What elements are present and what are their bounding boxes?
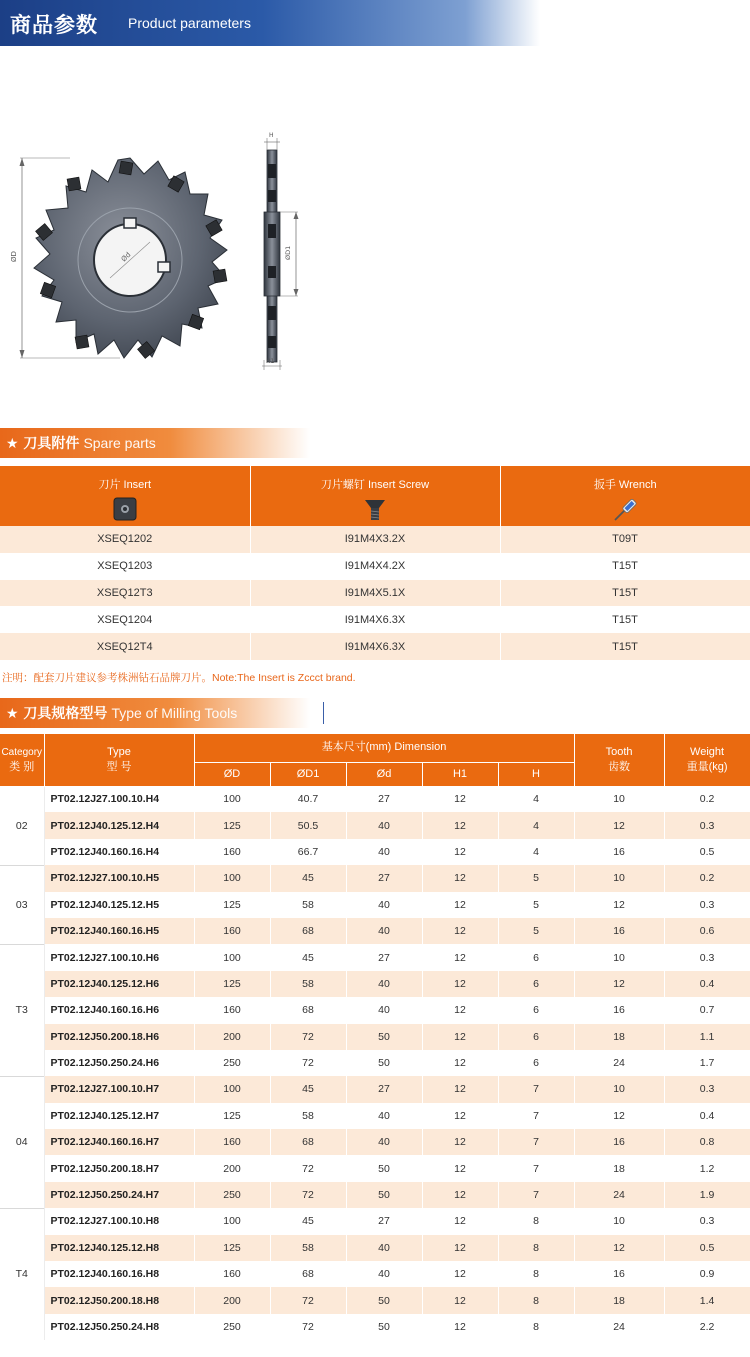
type-model: PT02.12J50.250.24.H8 bbox=[44, 1314, 194, 1340]
label-H: H bbox=[269, 132, 274, 139]
insert-screw-model: I91M4X5.1X bbox=[250, 580, 500, 607]
weight: 0.5 bbox=[664, 1235, 750, 1261]
dim-H: 8 bbox=[498, 1287, 574, 1313]
type-model: PT02.12J50.200.18.H6 bbox=[44, 1024, 194, 1050]
dim-H: 7 bbox=[498, 1182, 574, 1208]
type-model: PT02.12J40.160.16.H8 bbox=[44, 1261, 194, 1287]
spare-parts-section-bar bbox=[0, 428, 310, 458]
dim-H: 7 bbox=[498, 1129, 574, 1155]
dim-D: 200 bbox=[194, 1287, 270, 1313]
table-row bbox=[0, 839, 750, 865]
dim-H: 5 bbox=[498, 892, 574, 918]
dim-H1: 12 bbox=[422, 786, 498, 812]
type-model: PT02.12J40.125.12.H7 bbox=[44, 1103, 194, 1129]
dim-D1: 45 bbox=[270, 1076, 346, 1102]
category-cell: 03 bbox=[0, 865, 44, 944]
tooth-count: 12 bbox=[574, 971, 664, 997]
milling-tools-table bbox=[0, 734, 750, 1340]
type-header-cn: 型 号 bbox=[106, 760, 132, 773]
insert-screw-header-label: 刀片螺钉 Insert Screw bbox=[320, 479, 430, 491]
cutter-drawing bbox=[0, 120, 330, 380]
category-cell: T3 bbox=[0, 944, 44, 1076]
weight: 0.2 bbox=[664, 786, 750, 812]
type-model: PT02.12J27.100.10.H8 bbox=[44, 1208, 194, 1234]
dim-H: 5 bbox=[498, 865, 574, 891]
insert-model: XSEQ1204 bbox=[0, 606, 250, 633]
wrench-icon bbox=[612, 496, 638, 522]
spare-parts-row bbox=[0, 633, 750, 660]
table-row bbox=[0, 971, 750, 997]
table-row bbox=[0, 1050, 750, 1076]
dim-d: 27 bbox=[346, 944, 422, 970]
dim-H: 6 bbox=[498, 971, 574, 997]
dim-D: 160 bbox=[194, 1129, 270, 1155]
dim-D: 100 bbox=[194, 1076, 270, 1102]
wrench-model: T15T bbox=[500, 553, 750, 580]
dim-d: 50 bbox=[346, 1050, 422, 1076]
dim-D: 160 bbox=[194, 1261, 270, 1287]
wrench-model: T15T bbox=[500, 633, 750, 660]
dim-D1: 72 bbox=[270, 1155, 346, 1181]
tooth-count: 10 bbox=[574, 865, 664, 891]
table-row bbox=[0, 892, 750, 918]
type-model: PT02.12J40.125.12.H8 bbox=[44, 1235, 194, 1261]
label-H1: H1 bbox=[266, 358, 275, 365]
table-row bbox=[0, 997, 750, 1023]
wrench-model: T15T bbox=[500, 606, 750, 633]
weight: 0.4 bbox=[664, 1103, 750, 1129]
type-header bbox=[44, 734, 194, 786]
dim-d: 40 bbox=[346, 997, 422, 1023]
weight: 0.2 bbox=[664, 865, 750, 891]
weight: 0.3 bbox=[664, 944, 750, 970]
weight: 1.7 bbox=[664, 1050, 750, 1076]
weight-header bbox=[664, 734, 750, 786]
dim-d: 27 bbox=[346, 865, 422, 891]
table-row bbox=[0, 1103, 750, 1129]
cutter-drawing-svg bbox=[0, 120, 330, 380]
table-row bbox=[0, 865, 750, 891]
insert-model: XSEQ12T4 bbox=[0, 633, 250, 660]
dim-H: 6 bbox=[498, 1050, 574, 1076]
category-header bbox=[0, 734, 44, 786]
dim-D: 200 bbox=[194, 1155, 270, 1181]
weight: 0.3 bbox=[664, 1076, 750, 1102]
insert-header-label: 刀片 Insert bbox=[98, 479, 152, 491]
table-row bbox=[0, 1182, 750, 1208]
dim-d: 40 bbox=[346, 1235, 422, 1261]
dim-H1: 12 bbox=[422, 971, 498, 997]
dim-H1: 12 bbox=[422, 1287, 498, 1313]
tooth-count: 24 bbox=[574, 1314, 664, 1340]
dim-H: 7 bbox=[498, 1155, 574, 1181]
dim-D: 160 bbox=[194, 918, 270, 944]
dim-H1: 12 bbox=[422, 1050, 498, 1076]
table-row bbox=[0, 1129, 750, 1155]
dim-H1-header: H1 bbox=[422, 762, 498, 786]
insert-screw-model: I91M4X6.3X bbox=[250, 633, 500, 660]
tooth-count: 16 bbox=[574, 839, 664, 865]
type-model: PT02.12J40.160.16.H7 bbox=[44, 1129, 194, 1155]
dim-H1: 12 bbox=[422, 1208, 498, 1234]
dim-D1: 72 bbox=[270, 1024, 346, 1050]
table-row bbox=[0, 1287, 750, 1313]
dim-H1: 12 bbox=[422, 892, 498, 918]
dim-d: 50 bbox=[346, 1287, 422, 1313]
dim-D1: 50.5 bbox=[270, 812, 346, 838]
dim-d: 40 bbox=[346, 812, 422, 838]
table-row bbox=[0, 1155, 750, 1181]
weight-header-en: Weight bbox=[690, 745, 725, 758]
dim-D: 250 bbox=[194, 1050, 270, 1076]
dim-H: 6 bbox=[498, 1024, 574, 1050]
dim-D1: 66.7 bbox=[270, 839, 346, 865]
dim-H: 8 bbox=[498, 1235, 574, 1261]
page-title: 商品参数 bbox=[10, 13, 98, 37]
dim-d: 27 bbox=[346, 786, 422, 812]
milling-tools-title bbox=[6, 703, 237, 723]
dim-H1: 12 bbox=[422, 1024, 498, 1050]
dim-D1: 72 bbox=[270, 1050, 346, 1076]
dim-d: 27 bbox=[346, 1076, 422, 1102]
dim-D: 125 bbox=[194, 971, 270, 997]
dim-D: 100 bbox=[194, 1208, 270, 1234]
category-cell: T4 bbox=[0, 1208, 44, 1340]
insert-header bbox=[0, 466, 250, 526]
type-model: PT02.12J50.200.18.H7 bbox=[44, 1155, 194, 1181]
weight: 0.6 bbox=[664, 918, 750, 944]
spare-parts-table bbox=[0, 466, 750, 660]
divider-mark bbox=[323, 702, 324, 724]
wrench-model: T15T bbox=[500, 580, 750, 607]
insert-model: XSEQ12T3 bbox=[0, 580, 250, 607]
type-header-en: Type bbox=[107, 745, 131, 758]
dim-H: 6 bbox=[498, 944, 574, 970]
type-model: PT02.12J40.125.12.H4 bbox=[44, 812, 194, 838]
dim-H1: 12 bbox=[422, 1261, 498, 1287]
milling-tools-title-en: Type of Milling Tools bbox=[111, 705, 238, 721]
dim-D: 125 bbox=[194, 892, 270, 918]
tooth-count: 16 bbox=[574, 1261, 664, 1287]
dim-d: 40 bbox=[346, 1129, 422, 1155]
weight: 0.7 bbox=[664, 997, 750, 1023]
dim-d: 50 bbox=[346, 1314, 422, 1340]
dim-D: 160 bbox=[194, 997, 270, 1023]
milling-header-row-1 bbox=[0, 734, 750, 762]
dim-D1: 58 bbox=[270, 892, 346, 918]
dim-d: 40 bbox=[346, 892, 422, 918]
dim-H1: 12 bbox=[422, 865, 498, 891]
dim-H1: 12 bbox=[422, 1076, 498, 1102]
dim-H: 5 bbox=[498, 918, 574, 944]
insert-icon bbox=[112, 496, 138, 522]
dim-D1: 58 bbox=[270, 1103, 346, 1129]
weight: 0.4 bbox=[664, 971, 750, 997]
tooth-count: 12 bbox=[574, 1103, 664, 1129]
dim-H-header: H bbox=[498, 762, 574, 786]
dim-H1: 12 bbox=[422, 944, 498, 970]
dim-H1: 12 bbox=[422, 839, 498, 865]
tooth-count: 18 bbox=[574, 1024, 664, 1050]
dim-d: 27 bbox=[346, 1208, 422, 1234]
dim-D-header: ØD bbox=[194, 762, 270, 786]
dim-d: 40 bbox=[346, 971, 422, 997]
tooth-count: 12 bbox=[574, 812, 664, 838]
type-model: PT02.12J27.100.10.H5 bbox=[44, 865, 194, 891]
tooth-count: 18 bbox=[574, 1155, 664, 1181]
tooth-count: 10 bbox=[574, 944, 664, 970]
type-model: PT02.12J27.100.10.H6 bbox=[44, 944, 194, 970]
dim-H1: 12 bbox=[422, 997, 498, 1023]
dim-d: 40 bbox=[346, 918, 422, 944]
weight-header-cn: 重量(kg) bbox=[686, 760, 728, 773]
tooth-header bbox=[574, 734, 664, 786]
dim-D1: 58 bbox=[270, 1235, 346, 1261]
spare-parts-row bbox=[0, 553, 750, 580]
tooth-count: 18 bbox=[574, 1287, 664, 1313]
label-D: ØD bbox=[10, 251, 18, 262]
dim-d: 40 bbox=[346, 1261, 422, 1287]
spare-parts-title-cn: ★ 刀具附件 bbox=[6, 436, 80, 452]
dim-D: 125 bbox=[194, 812, 270, 838]
weight: 0.8 bbox=[664, 1129, 750, 1155]
wrench-model: T09T bbox=[500, 526, 750, 553]
dim-H1: 12 bbox=[422, 1235, 498, 1261]
weight: 1.4 bbox=[664, 1287, 750, 1313]
tooth-count: 24 bbox=[574, 1182, 664, 1208]
spare-parts-title bbox=[6, 433, 156, 453]
type-model: PT02.12J27.100.10.H7 bbox=[44, 1076, 194, 1102]
insert-screw-model: I91M4X4.2X bbox=[250, 553, 500, 580]
dim-H1: 12 bbox=[422, 1129, 498, 1155]
weight: 0.3 bbox=[664, 812, 750, 838]
category-header-cn: 类 别 bbox=[9, 760, 35, 773]
screw-icon bbox=[362, 496, 388, 522]
tooth-count: 12 bbox=[574, 892, 664, 918]
dim-H: 4 bbox=[498, 786, 574, 812]
table-row bbox=[0, 1314, 750, 1340]
category-cell: 02 bbox=[0, 786, 44, 865]
dim-d-header: Ød bbox=[346, 762, 422, 786]
tooth-count: 16 bbox=[574, 918, 664, 944]
dim-D1-header: ØD1 bbox=[270, 762, 346, 786]
weight: 0.3 bbox=[664, 892, 750, 918]
dim-D: 160 bbox=[194, 839, 270, 865]
dim-D1: 68 bbox=[270, 1129, 346, 1155]
type-model: PT02.12J50.200.18.H8 bbox=[44, 1287, 194, 1313]
dim-d: 50 bbox=[346, 1024, 422, 1050]
wrench-header-label: 扳手 Wrench bbox=[593, 479, 657, 491]
page-header bbox=[0, 0, 750, 46]
dim-H: 4 bbox=[498, 839, 574, 865]
dim-D: 100 bbox=[194, 786, 270, 812]
dim-d: 40 bbox=[346, 839, 422, 865]
label-D1: ØD1 bbox=[284, 245, 292, 260]
dim-H: 7 bbox=[498, 1103, 574, 1129]
table-row bbox=[0, 1235, 750, 1261]
tooth-count: 12 bbox=[574, 1235, 664, 1261]
spare-parts-row bbox=[0, 606, 750, 633]
table-row bbox=[0, 786, 750, 812]
table-row bbox=[0, 1024, 750, 1050]
insert-screw-model: I91M4X3.2X bbox=[250, 526, 500, 553]
table-row bbox=[0, 1261, 750, 1287]
spare-parts-header-row bbox=[0, 466, 750, 526]
dim-D1: 40.7 bbox=[270, 786, 346, 812]
weight: 1.9 bbox=[664, 1182, 750, 1208]
dim-D1: 72 bbox=[270, 1287, 346, 1313]
dim-D1: 68 bbox=[270, 1261, 346, 1287]
label-d: Ød bbox=[119, 250, 133, 264]
dim-d: 50 bbox=[346, 1182, 422, 1208]
dim-D: 125 bbox=[194, 1235, 270, 1261]
type-model: PT02.12J40.125.12.H5 bbox=[44, 892, 194, 918]
type-model: PT02.12J50.250.24.H7 bbox=[44, 1182, 194, 1208]
dim-d: 40 bbox=[346, 1103, 422, 1129]
tooth-count: 16 bbox=[574, 1129, 664, 1155]
weight: 0.3 bbox=[664, 1208, 750, 1234]
dimension-header: 基本尺寸(mm) Dimension bbox=[194, 734, 574, 762]
type-model: PT02.12J27.100.10.H4 bbox=[44, 786, 194, 812]
dim-H: 7 bbox=[498, 1076, 574, 1102]
tooth-count: 10 bbox=[574, 1076, 664, 1102]
tooth-count: 10 bbox=[574, 1208, 664, 1234]
dim-H: 8 bbox=[498, 1208, 574, 1234]
table-row bbox=[0, 1208, 750, 1234]
dim-H: 4 bbox=[498, 812, 574, 838]
type-model: PT02.12J40.125.12.H6 bbox=[44, 971, 194, 997]
type-model: PT02.12J50.250.24.H6 bbox=[44, 1050, 194, 1076]
dim-H: 8 bbox=[498, 1314, 574, 1340]
dim-d: 50 bbox=[346, 1155, 422, 1181]
insert-model: XSEQ1202 bbox=[0, 526, 250, 553]
insert-model: XSEQ1203 bbox=[0, 553, 250, 580]
weight: 0.9 bbox=[664, 1261, 750, 1287]
insert-brand-note: 注明：配套刀片建议参考株洲钻石品牌刀片。Note:The Insert is Zccct brand. bbox=[2, 672, 356, 684]
dim-H: 8 bbox=[498, 1261, 574, 1287]
dim-D: 250 bbox=[194, 1314, 270, 1340]
dim-H1: 12 bbox=[422, 1314, 498, 1340]
dim-D: 100 bbox=[194, 944, 270, 970]
dim-H: 6 bbox=[498, 997, 574, 1023]
dim-D1: 58 bbox=[270, 971, 346, 997]
dim-D1: 68 bbox=[270, 997, 346, 1023]
tooth-count: 16 bbox=[574, 997, 664, 1023]
weight: 1.1 bbox=[664, 1024, 750, 1050]
insert-screw-header bbox=[250, 466, 500, 526]
dim-D1: 45 bbox=[270, 865, 346, 891]
type-model: PT02.12J40.160.16.H4 bbox=[44, 839, 194, 865]
dim-D1: 72 bbox=[270, 1182, 346, 1208]
type-model: PT02.12J40.160.16.H5 bbox=[44, 918, 194, 944]
milling-tools-title-cn: ★ 刀具规格型号 bbox=[6, 706, 108, 722]
dim-D1: 45 bbox=[270, 944, 346, 970]
milling-tools-section-bar bbox=[0, 698, 310, 728]
spare-parts-row bbox=[0, 580, 750, 607]
dim-H1: 12 bbox=[422, 1155, 498, 1181]
dim-D: 100 bbox=[194, 865, 270, 891]
tooth-count: 24 bbox=[574, 1050, 664, 1076]
tooth-header-cn: 齿数 bbox=[608, 760, 631, 773]
spare-parts-row bbox=[0, 526, 750, 553]
dim-D1: 68 bbox=[270, 918, 346, 944]
wrench-header bbox=[500, 466, 750, 526]
weight: 2.2 bbox=[664, 1314, 750, 1340]
dim-D: 200 bbox=[194, 1024, 270, 1050]
type-model: PT02.12J40.160.16.H6 bbox=[44, 997, 194, 1023]
dim-H1: 12 bbox=[422, 1182, 498, 1208]
weight: 0.5 bbox=[664, 839, 750, 865]
table-row bbox=[0, 918, 750, 944]
category-cell: 04 bbox=[0, 1076, 44, 1208]
table-row bbox=[0, 812, 750, 838]
tooth-count: 10 bbox=[574, 786, 664, 812]
dim-D: 250 bbox=[194, 1182, 270, 1208]
page-subtitle: Product parameters bbox=[128, 15, 251, 31]
dim-H1: 12 bbox=[422, 1103, 498, 1129]
category-header-en: Category bbox=[1, 746, 43, 758]
spare-parts-title-en: Spare parts bbox=[83, 435, 156, 451]
dim-D1: 45 bbox=[270, 1208, 346, 1234]
table-row bbox=[0, 1076, 750, 1102]
tooth-header-en: Tooth bbox=[605, 745, 633, 758]
insert-screw-model: I91M4X6.3X bbox=[250, 606, 500, 633]
weight: 1.2 bbox=[664, 1155, 750, 1181]
dim-H1: 12 bbox=[422, 812, 498, 838]
dim-D1: 72 bbox=[270, 1314, 346, 1340]
dim-H1: 12 bbox=[422, 918, 498, 944]
table-row bbox=[0, 944, 750, 970]
dim-D: 125 bbox=[194, 1103, 270, 1129]
